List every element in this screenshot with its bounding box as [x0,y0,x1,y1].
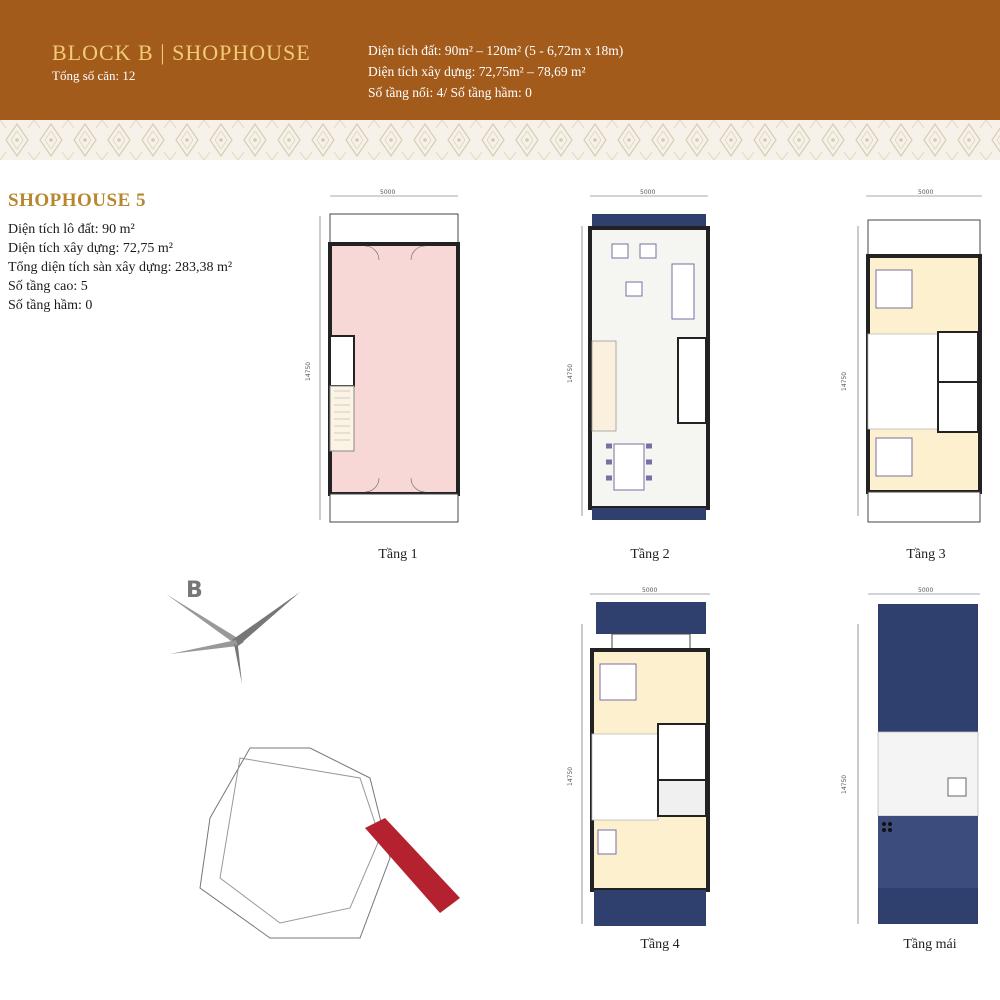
floor-plan-1 [300,186,470,526]
floor-caption-4: Tầng 4 [640,937,680,952]
compass-label: B [186,578,203,603]
info-floor-area: Tổng diện tích sàn xây dựng: 283,38 m² [8,260,233,275]
depth-dimension: 14750 [305,361,312,381]
floor-caption-2: Tầng 2 [630,547,670,562]
depth-dimension: 14750 [567,363,574,383]
block-specs [368,40,623,103]
info-land-area: Diện tích lô đất: 90 m² [8,222,135,237]
header-banner [0,0,1000,120]
spec-build-area: Diện tích xây dựng: 72,75m² – 78,69 m² [368,64,586,79]
compass [160,574,310,694]
site-map [190,708,480,968]
width-dimension: 5000 [642,587,658,594]
floor-plan-4 [560,584,730,934]
floor-caption-roof: Tầng mái [903,937,957,952]
info-basements: Số tầng hầm: 0 [8,298,93,313]
floor-plan-2 [560,186,730,526]
width-dimension: 5000 [918,587,934,594]
width-dimension: 5000 [640,189,656,196]
width-dimension: 5000 [380,189,396,196]
width-dimension: 5000 [918,189,934,196]
floor-plan-3 [826,186,996,526]
floor-caption-3: Tầng 3 [906,547,946,562]
floor-caption-1: Tầng 1 [378,547,418,562]
floor-plan-roof [826,584,996,934]
depth-dimension: 14750 [841,371,848,391]
block-title: BLOCK B | SHOPHOUSE [52,40,311,65]
depth-dimension: 14750 [841,774,848,794]
info-build-area: Diện tích xây dựng: 72,75 m² [8,241,173,256]
total-units: Tổng số căn: 12 [52,68,136,83]
shophouse-title: SHOPHOUSE 5 [8,190,146,211]
ornament-band [0,120,1000,160]
shophouse-info [8,190,232,315]
info-floors: Số tầng cao: 5 [8,279,88,294]
spec-land-area: Diện tích đất: 90m² – 120m² (5 - 6,72m x 18m) [368,43,624,58]
depth-dimension: 14750 [567,766,574,786]
spec-floors: Số tầng nổi: 4/ Số tầng hầm: 0 [368,85,532,100]
